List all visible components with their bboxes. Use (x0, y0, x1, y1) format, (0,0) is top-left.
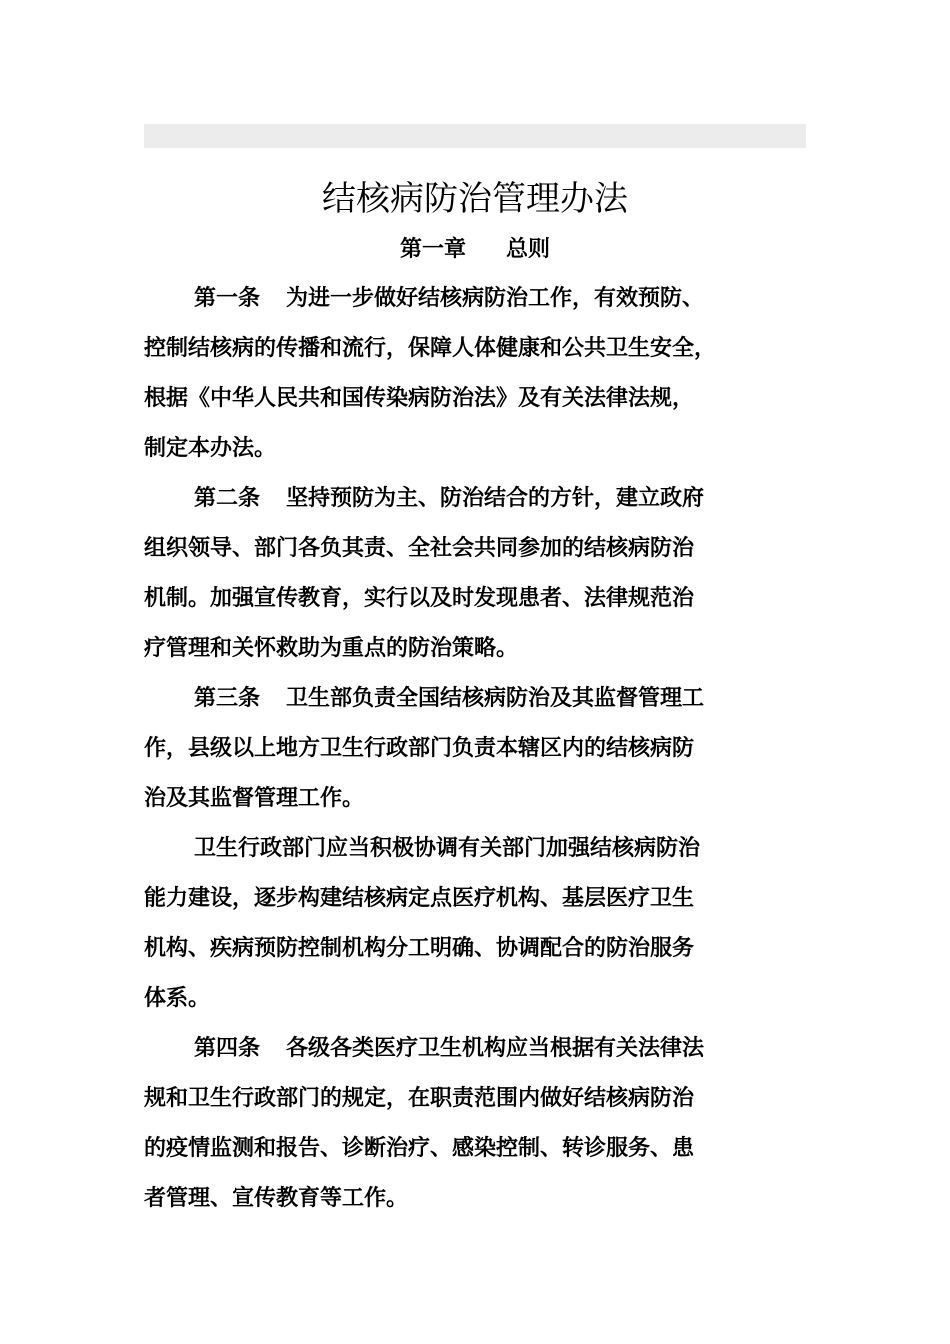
paragraph-first-line (144, 474, 806, 524)
paragraph-line: 治及其监督管理工作。 (144, 786, 365, 811)
article-number: 第一条 (194, 286, 261, 311)
paragraph-first-line: 卫生行政部门应当积极协调有关部门加强结核病防治 (194, 836, 701, 861)
article-3-paragraph-2 (144, 824, 806, 1024)
paragraph-first-line (144, 274, 806, 324)
chapter-name: 总则 (506, 237, 551, 262)
paragraph-line: 作，县级以上地方卫生行政部门负责本辖区内的结核病防 (144, 736, 695, 761)
paragraph-line: 制定本办法。 (144, 436, 277, 461)
paragraph-line: 体系。 (144, 986, 211, 1011)
paragraph-line: 者管理、宣传教育等工作。 (144, 1186, 409, 1211)
paragraph-line: 控制结核病的传播和流行，保障人体健康和公共卫生安全， (144, 336, 717, 361)
article-3 (144, 674, 806, 824)
article-2 (144, 474, 806, 674)
article-1 (144, 274, 806, 474)
article-4 (144, 1024, 806, 1224)
chapter-heading (144, 230, 806, 270)
article-number: 第四条 (194, 1036, 261, 1061)
article-number: 第三条 (194, 686, 261, 711)
article-text: 卫生部负责全国结核病防治及其监督管理工 (286, 686, 705, 711)
article-text: 为进一步做好结核病防治工作，有效预防、 (286, 286, 705, 311)
paragraph-line: 机制。加强宣传教育，实行以及时发现患者、法律规范治 (144, 586, 695, 611)
chapter-number: 第一章 (399, 237, 466, 262)
paragraph-line: 的疫情监测和报告、诊断治疗、感染控制、转诊服务、患 (144, 1136, 695, 1161)
paragraph-line: 根据《中华人民共和国传染病防治法》及有关法律法规， (144, 386, 695, 411)
header-bar (144, 124, 806, 148)
paragraph-line: 规和卫生行政部门的规定，在职责范围内做好结核病防治 (144, 1086, 695, 1111)
article-text: 坚持预防为主、防治结合的方针，建立政府 (286, 486, 705, 511)
paragraph-first-line (144, 674, 806, 724)
paragraph-line: 疗管理和关怀救助为重点的防治策略。 (144, 636, 519, 661)
paragraph-line: 组织领导、部门各负其责、全社会共同参加的结核病防治 (144, 536, 695, 561)
document-title: 结核病防治管理办法 (322, 179, 628, 219)
paragraph-line: 能力建设，逐步构建结核病定点医疗机构、基层医疗卫生 (144, 886, 695, 911)
paragraph-first-line (144, 1024, 806, 1074)
document-body (144, 274, 806, 1224)
article-number: 第二条 (194, 486, 261, 511)
article-text: 各级各类医疗卫生机构应当根据有关法律法 (286, 1036, 705, 1061)
paragraph-line: 机构、疾病预防控制机构分工明确、协调配合的防治服务 (144, 936, 695, 961)
